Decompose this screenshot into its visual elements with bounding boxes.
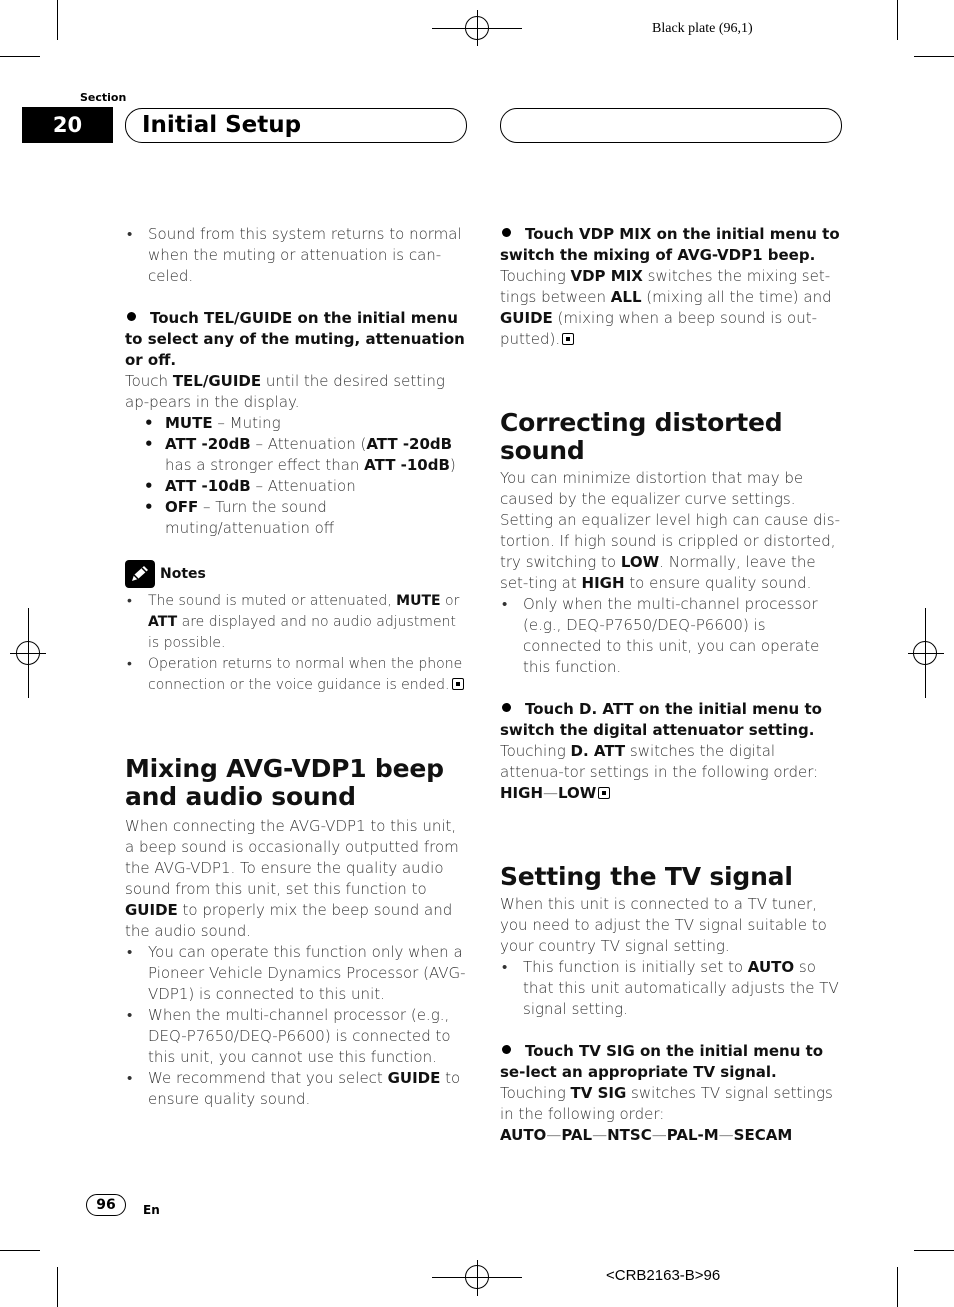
left-column xyxy=(125,224,467,1110)
list-item: • You can operate this function only when a Pioneer Vehicle Dynamics Processor (AVG-VDP1) is connected to this unit. xyxy=(125,942,467,1005)
paragraph: Touching VDP MIX switches the mixing set-tings between ALL (mixing all the time) and GUIDE (mixing when a beep sound is out-putted). xyxy=(500,267,832,348)
note-item: • Operation returns to normal when the phone connection or the voice guidance is ended. xyxy=(125,654,467,696)
paragraph: You can minimize distortion that may be caused by the equalizer curve settings. Setting an equalizer level high can cause dis-tortion. If high sound is crippled or distorted, try switching to LOW. Normally, leave the set-ting at HIGH to ensure quality sound. xyxy=(500,469,841,592)
notes-heading: Notes xyxy=(125,560,467,588)
end-mark-icon xyxy=(598,787,610,799)
paragraph: When connecting the AVG-VDP1 to this unit, a beep sound is occasionally outputted from the AVG-VDP1. To ensure the quality audio sound from this unit, set this function to GUIDE to properly mix the beep sound and the audio sound. xyxy=(125,817,459,940)
document-code: <CRB2163-B>96 xyxy=(606,1267,721,1284)
crop-mark xyxy=(57,0,58,40)
crop-mark xyxy=(897,0,898,40)
paragraph: When this unit is connected to a TV tuner, you need to adjust the TV signal suitable to your country TV signal setting. xyxy=(500,895,827,955)
heading-distortion: Correcting distorted sound xyxy=(500,408,783,465)
step-heading: Touch TV SIG on the initial menu to se-lect an appropriate TV signal. xyxy=(500,1042,824,1081)
crop-mark xyxy=(914,1250,954,1251)
paragraph: Touching TV SIG switches TV signal settings in the following order: xyxy=(500,1084,833,1123)
list-item: • We recommend that you select GUIDE to ensure quality sound. xyxy=(125,1068,467,1110)
list-item: • OFF – Turn the sound muting/attenuation off xyxy=(125,497,467,539)
section-number: 20 xyxy=(22,107,113,143)
pencil-icon xyxy=(125,560,155,588)
list-item: • ATT -10dB – Attenuation xyxy=(125,476,467,497)
crop-mark xyxy=(914,56,954,57)
step-heading: Touch TEL/GUIDE on the initial menu to select any of the muting, attenuation or off. xyxy=(125,309,465,369)
paragraph: Touch TEL/GUIDE until the desired setting ap-pears in the display. xyxy=(125,372,445,411)
crop-mark xyxy=(0,56,40,57)
language-label: En xyxy=(143,1203,160,1217)
paragraph: Touching D. ATT switches the digital attenua-tor settings in the following order: xyxy=(500,742,819,781)
section-title: Initial Setup xyxy=(142,112,302,138)
order-sequence: HIGH—LOW xyxy=(500,783,842,804)
bullet-dot-icon xyxy=(502,703,511,712)
plate-label: Black plate (96,1) xyxy=(652,21,753,36)
bullet-dot-icon xyxy=(502,1045,511,1054)
step-heading: Touch D. ATT on the initial menu to switch the digital attenuator setting. xyxy=(500,700,822,739)
list-item: • ATT -20dB – Attenuation (ATT -20dB has a stronger effect than ATT -10dB) xyxy=(125,434,467,476)
list-item: • Only when the multi-channel processor (e.g., DEQ-P7650/DEQ-P6600) is connected to this unit, you can operate this function. xyxy=(500,594,842,678)
end-mark-icon xyxy=(452,678,464,690)
crop-mark xyxy=(0,1250,40,1251)
list-item: • Sound from this system returns to normal when the muting or attenuation is can-celed. xyxy=(125,224,467,287)
crop-mark xyxy=(57,1267,58,1307)
section-title-box-empty xyxy=(500,108,842,143)
right-column xyxy=(500,224,842,1146)
step-heading: Touch VDP MIX on the initial menu to switch the mixing of AVG-VDP1 beep. xyxy=(500,225,840,264)
order-sequence: AUTO—PAL—NTSC—PAL-M—SECAM xyxy=(500,1126,793,1144)
list-item: • MUTE – Muting xyxy=(125,413,467,434)
notes-list xyxy=(125,591,467,696)
bullet-dot-icon xyxy=(127,312,136,321)
heading-mixing: Mixing AVG-VDP1 beep and audio sound xyxy=(125,754,444,811)
end-mark-icon xyxy=(562,333,574,345)
heading-tv-signal: Setting the TV signal xyxy=(500,862,793,891)
list-item: • When the multi-channel processor (e.g., DEQ-P7650/DEQ-P6600) is connected to this unit, you cannot use this function. xyxy=(125,1005,467,1068)
bullet-dot-icon xyxy=(502,228,511,237)
note-item: • The sound is muted or attenuated, MUTE or ATT are displayed and no audio adjustment is possible. xyxy=(125,591,467,654)
section-label: Section xyxy=(80,91,127,104)
crop-mark xyxy=(897,1267,898,1307)
list-item: • This function is initially set to AUTO so that this unit automatically adjusts the TV signal setting. xyxy=(500,957,842,1020)
page-number: 96 xyxy=(86,1194,126,1216)
